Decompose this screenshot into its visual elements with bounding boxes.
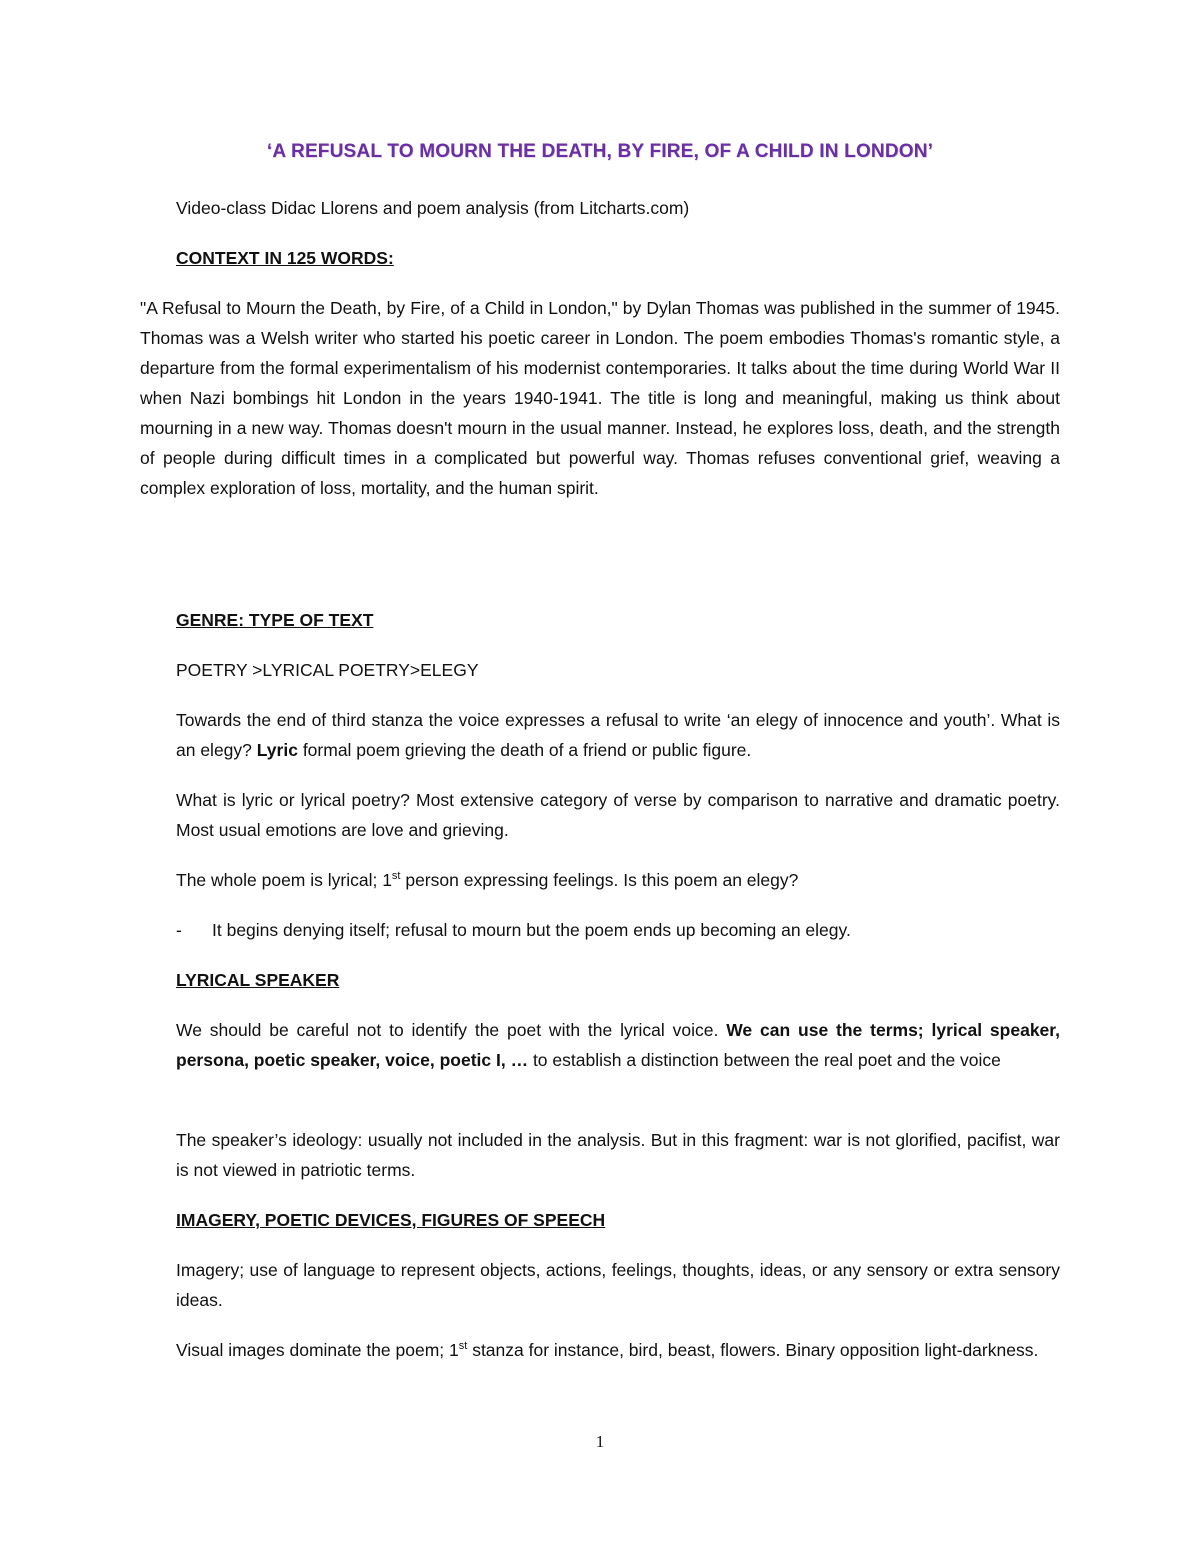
imagery-p2-superscript: st (458, 1340, 468, 1353)
genre-paragraph-lyric: What is lyric or lyrical poetry? Most extensive category of verse by comparison to narrative and dramatic poetry. Most usual emotions are love and grieving. (176, 790, 1060, 840)
page-number: 1 (595, 1432, 605, 1451)
context-paragraph: "A Refusal to Mourn the Death, by Fire, of a Child in London," by Dylan Thomas was published in the summer of 1945. Thomas was a Welsh writer who started his poetic career in London. The poem embodies Thomas's romantic style, a departure from the formal experimentalism of his modernist contemporaries. It talks about the time during World War II when Nazi bombings hit London in the years 1940-1941. The title is long and meaningful, making us think about mourning in a new way. Thomas doesn't mourn in the usual manner. Instead, he explores loss, death, and the strength of people during difficult times in a complicated but powerful way. Thomas refuses conventional grief, weaving a complex exploration of loss, mortality, and the human spirit. (140, 298, 1060, 498)
genre-p1-bold: Lyric (256, 740, 298, 760)
speaker-p1-text-b: to establish a distinction between the real poet and the voice (528, 1050, 1001, 1070)
genre-p3-text-a: The whole poem is lyrical; 1 (176, 870, 392, 890)
document-title: ‘A REFUSAL TO MOURN THE DEATH, BY FIRE, OF A CHILD IN LONDON’ (266, 141, 934, 162)
genre-p1-text-a: Towards the end of third stanza the voice expresses a refusal to write ‘an elegy of innocence and youth’. What is an elegy? (176, 710, 1060, 760)
speaker-paragraph-ideology: The speaker’s ideology: usually not included in the analysis. But in this fragment: war is not glorified, pacifist, war is not viewed in patriotic terms. (176, 1130, 1060, 1180)
genre-heading: GENRE: TYPE OF TEXT (176, 610, 374, 630)
speaker-p1-bold: We can use the terms; lyrical speaker, persona, poetic speaker, voice, poetic I, … (176, 1020, 1060, 1070)
imagery-p2-text-b: stanza for instance, bird, beast, flowers. Binary opposition light-darkness. (467, 1340, 1039, 1360)
bullet-mark: - (176, 920, 182, 940)
imagery-p2-text-a: Visual images dominate the poem; 1 (176, 1340, 459, 1360)
genre-paragraph-elegy (176, 705, 1060, 765)
genre-p3-superscript: st (391, 870, 401, 883)
imagery-heading: IMAGERY, POETIC DEVICES, FIGURES OF SPEECH (176, 1210, 606, 1230)
imagery-paragraph-definition: Imagery; use of language to represent objects, actions, feelings, thoughts, ideas, or any sensory or extra sensory ideas. (176, 1260, 1060, 1310)
genre-p3-text-b: person expressing feelings. Is this poem an elegy? (400, 870, 799, 890)
bullet-item: It begins denying itself; refusal to mourn but the poem ends up becoming an elegy. (212, 920, 851, 940)
document-subtitle: Video-class Didac Llorens and poem analysis (from Litcharts.com) (176, 198, 690, 218)
genre-p1-text-b: formal poem grieving the death of a friend or public figure. (297, 740, 752, 760)
speaker-p1-text-a: We should be careful not to identify the poet with the lyrical voice. (176, 1020, 727, 1040)
genre-classification: POETRY >LYRICAL POETRY>ELEGY (176, 660, 479, 680)
speaker-heading: LYRICAL SPEAKER (176, 970, 340, 990)
imagery-paragraph-visual (176, 1335, 1060, 1365)
context-heading: CONTEXT IN 125 WORDS: (176, 248, 394, 268)
speaker-paragraph-terms (176, 1015, 1060, 1075)
genre-paragraph-whole-poem (176, 865, 1060, 895)
